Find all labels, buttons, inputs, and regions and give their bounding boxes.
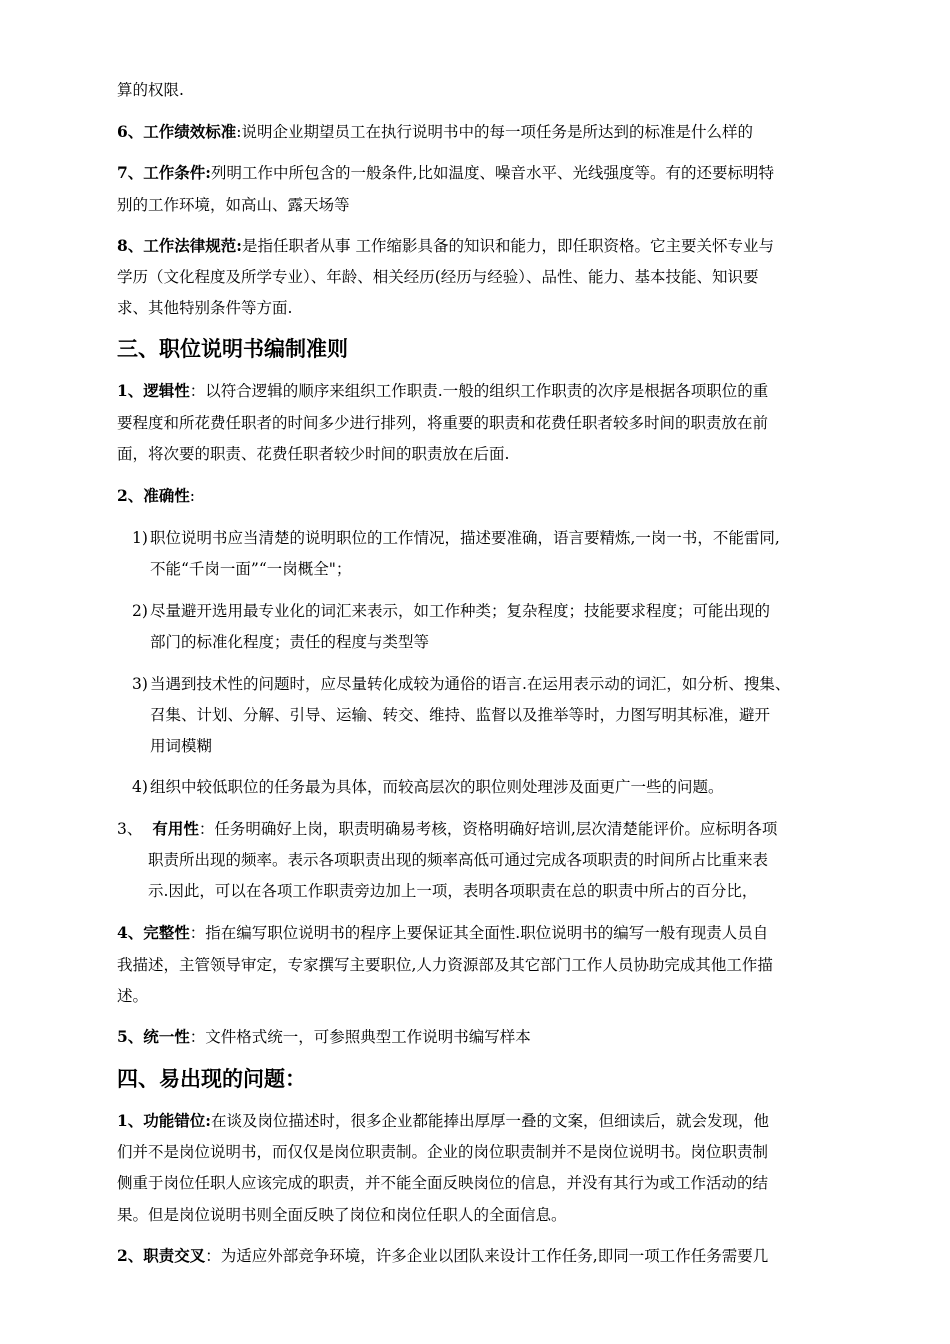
list-item-3-line-1: 当遇到技术性的问题时，应尽量转化成较为通俗的语言.在运用表示动的词汇，如分析、搜集、 (150, 675, 791, 693)
principle-1 (117, 381, 768, 401)
principle-1-label: 1、逻辑性 (117, 381, 190, 400)
problem-1-line-4: 果。但是岗位说明书则全面反映了岗位和岗位任职人的全面信息。 (117, 1206, 567, 1224)
item-8-line-3: 求、其他特别条件等方面. (117, 299, 293, 317)
problem-2-text: ：为适应外部竞争环境，许多企业以团队来设计工作任务,即同一项工作任务需要几 (205, 1247, 769, 1265)
list-item-2-line-2: 部门的标准化程度；责任的程度与类型等 (150, 633, 430, 651)
list-item-3-line-3: 用词模糊 (150, 737, 213, 755)
principle-5-text: ：文件格式统一，可参照典型工作说明书编写样本 (189, 1028, 531, 1046)
list-item-3-line-2: 召集、计划、分解、引导、运输、转交、维持、监督以及推举等时，力图写明其标准，避开 (150, 706, 771, 724)
item-6-label: 6、工作绩效标准 (117, 122, 237, 141)
problem-1-line-2: 们并不是岗位说明书，而仅仅是岗位职责制。企业的岗位职责制并不是岗位说明书。岗位职责制 (117, 1143, 769, 1161)
principle-3 (117, 819, 777, 839)
principle-1-text: ：以符合逻辑的顺序来组织工作职责.一般的组织工作职责的次序是根据各项职位的重 (189, 382, 769, 400)
principle-1-line-3: 面，将次要的职责、花费任职者较少时间的职责放在后面. (117, 445, 510, 463)
item-7-text: 列明工作中所包含的一般条件,比如温度、噪音水平、光线强度等。有的还要标明特 (211, 164, 774, 182)
item-7 (117, 163, 774, 183)
list-item-4-line-1: 组织中较低职位的任务最为具体，而较高层次的职位则处理涉及面更广一些的问题。 (150, 778, 724, 796)
list-item-4-number: 4) (132, 778, 148, 796)
paragraph-continuation: 算的权限. (117, 81, 184, 99)
problem-1 (117, 1111, 769, 1131)
section-heading-4: 四、易出现的问题： (117, 1066, 306, 1091)
list-item-1-line-2: 不能“千岗一面”“一岗概全"； (150, 560, 352, 578)
principle-4 (117, 923, 768, 943)
item-8-label: 8、工作法律规范: (117, 236, 243, 255)
item-6 (117, 122, 753, 142)
problem-1-text: 在谈及岗位描述时，很多企业都能捧出厚厚一叠的文案，但细读后，就会发现，他 (211, 1112, 770, 1130)
principle-3-line-3: 示.因此，可以在各项工作职责旁边加上一项，表明各项职责在总的职责中所占的百分比， (148, 882, 758, 900)
problem-2 (117, 1246, 768, 1266)
principle-2-label: 2、准确性 (117, 486, 190, 505)
principle-4-text: ：指在编写职位说明书的程序上要保证其全面性.职位说明书的编写一般有现责人员自 (189, 924, 769, 942)
principle-3-text: ：任务明确好上岗，职责明确易考核，资格明确好培训,层次清楚能评价。应标明各项 (198, 820, 778, 838)
item-8 (117, 236, 774, 256)
item-8-line-2: 学历（文化程度及所学专业）、年龄、相关经历(经历与经验）、品性、能力、基本技能、知识要 (117, 268, 759, 286)
list-item-1-number: 1) (132, 529, 148, 547)
item-8-text: 是指任职者从事 工作缩影具备的知识和能力，即任职资格。它主要关怀专业与 (242, 237, 774, 255)
item-7-line-2: 别的工作环境，如高山、露天场等 (117, 196, 350, 214)
principle-5 (117, 1027, 531, 1047)
principle-2-colon: : (189, 487, 196, 505)
principle-1-line-2: 要程度和所花费任职者的时间多少进行排列，将重要的职责和花费任职者较多时间的职责放在前 (117, 414, 769, 432)
list-item-2-number: 2) (132, 602, 148, 620)
principle-3-label: 有用性 (152, 819, 199, 838)
list-item-2-line-1: 尽量避开选用最专业化的词汇来表示，如工作种类；复杂程度；技能要求程度；可能出现的 (150, 602, 771, 620)
principle-3-line-2: 职责所出现的频率。表示各项职责出现的频率高低可通过完成各项职责的时间所占比重来表 (148, 851, 769, 869)
section-heading-3: 三、职位说明书编制准则 (117, 336, 348, 361)
list-item-3-number: 3) (132, 675, 148, 693)
problem-2-label: 2、职责交叉 (117, 1246, 206, 1265)
problem-1-label: 1、功能错位: (117, 1111, 212, 1130)
principle-4-line-2: 我描述，主管领导审定，专家撰写主要职位,人力资源部及其它部门工作人员协助完成其他工作描 (117, 956, 773, 974)
list-item-1-line-1: 职位说明书应当清楚的说明职位的工作情况，描述要准确，语言要精炼,一岗一书，不能雷同, (150, 529, 780, 547)
item-7-label: 7、工作条件: (117, 163, 212, 182)
principle-5-label: 5、统一性 (117, 1027, 190, 1046)
principle-3-number: 3、 (117, 820, 143, 838)
principle-4-line-3: 述。 (117, 987, 149, 1005)
principle-2 (117, 486, 195, 506)
problem-1-line-3: 侧重于岗位任职人应该完成的职责，并不能全面反映岗位的信息，并没有其行为或工作活动的结 (117, 1174, 769, 1192)
item-6-text: :说明企业期望员工在执行说明书中的每一项任务是所达到的标准是什么样的 (236, 123, 754, 141)
principle-4-label: 4、完整性 (117, 923, 190, 942)
